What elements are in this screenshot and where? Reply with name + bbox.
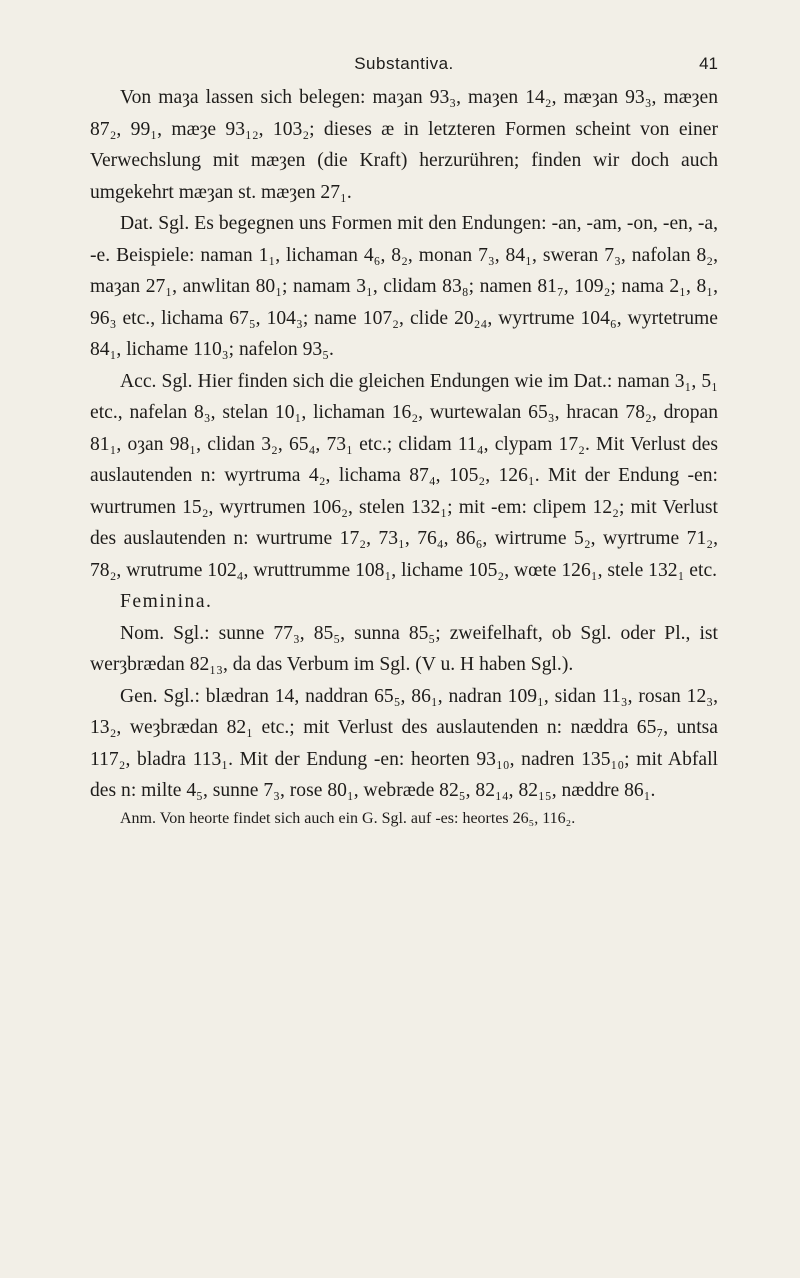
- paragraph-maza: Von maȝa lassen sich belegen: maȝan 93₃, maȝen 14₂, mæȝan 93₃, mæȝen 87₂, 99₁, mæȝe 93₁₂, 103₂; dieses æ in letzteren Formen scheint von einer Verwechslung mit mæȝen (die Kraft) herzurühren; finden wir doch auch umgekehrt mæȝan st. mæȝen 27₁.: [90, 87, 718, 203]
- paragraph-nom-sgl: Nom. Sgl.: sunne 77₃, 85₅, sunna 85₅; zweifelhaft, ob Sgl. oder Pl., ist werȝbrædan 82₁₃, da das Verbum im Sgl. (V u. H haben Sgl.).: [90, 622, 718, 675]
- page-header: [90, 54, 718, 78]
- paragraph-acc-sgl: Acc. Sgl. Hier finden sich die gleichen Endungen wie im Dat.: naman 3₁, 5₁ etc., nafelan 8₃, stelan 10₁, lichaman 16₂, wurtewalan 65₃, hracan 78₂, dropan 81₁, oȝan 98₁, clidan 3₂, 65₄, 73₁ etc.; clidam 11₄, clypam 17₂. Mit Verlust des auslautenden n: wyrtruma 4₂, lichama 87₄, 105₂, 126₁. Mit der Endung -en: wurtrumen 15₂, wyrtrumen 106₂, stelen 132₁; mit -em: clipem 12₂; mit Verlust des auslautenden n: wurtrume 17₂, 73₁, 76₄, 86₆, wirtrume 5₂, wyrtrume 71₂, 78₂, wrutrume 102₄, wruttrumme 108₁, lichame 105₂, wœte 126₁, stele 132₁ etc.: [90, 370, 718, 581]
- page-number: 41: [699, 54, 718, 73]
- paragraph-gen-sgl: Gen. Sgl.: blædran 14, naddran 65₅, 86₁, nadran 109₁, sidan 11₃, rosan 12₃, 13₂, weȝbrædan 82₁ etc.; mit Verlust des auslautenden n: næddra 65₇, untsa 117₂, bladra 113₁. Mit der Endung -en: heorten 93₁₀, nadren 135₁₀; mit Abfall des n: milte 4₅, sunne 7₃, rose 80₁, webræde 82₅, 82₁₄, 82₁₅, næddre 86₁.: [90, 685, 718, 801]
- body-text: [90, 82, 718, 830]
- running-head: Substantiva.: [354, 54, 454, 73]
- paragraph-dat-sgl: Dat. Sgl. Es begegnen uns Formen mit den Endungen: -an, -am, -on, -en, -a, -e. Beispiele: naman 1₁, lichaman 4₆, 8₂, monan 7₃, 84₁, sweran 7₃, nafolan 8₂, maȝan 27₁, anwlitan 80₁; namam 3₁, clidam 83₈; namen 81₇, 109₂; nama 2₁, 8₁, 96₃ etc., lichama 67₅, 104₃; name 107₂, clide 20₂₄, wyrtrume 104₆, wyrtetrume 84₁, lichame 110₃; nafelon 93₅.: [90, 213, 718, 360]
- footnote-anm: Anm. Von heorte findet sich auch ein G. Sgl. auf -es: heortes 26₅, 116₂.: [120, 809, 576, 827]
- section-heading-feminina: Feminina.: [120, 591, 213, 612]
